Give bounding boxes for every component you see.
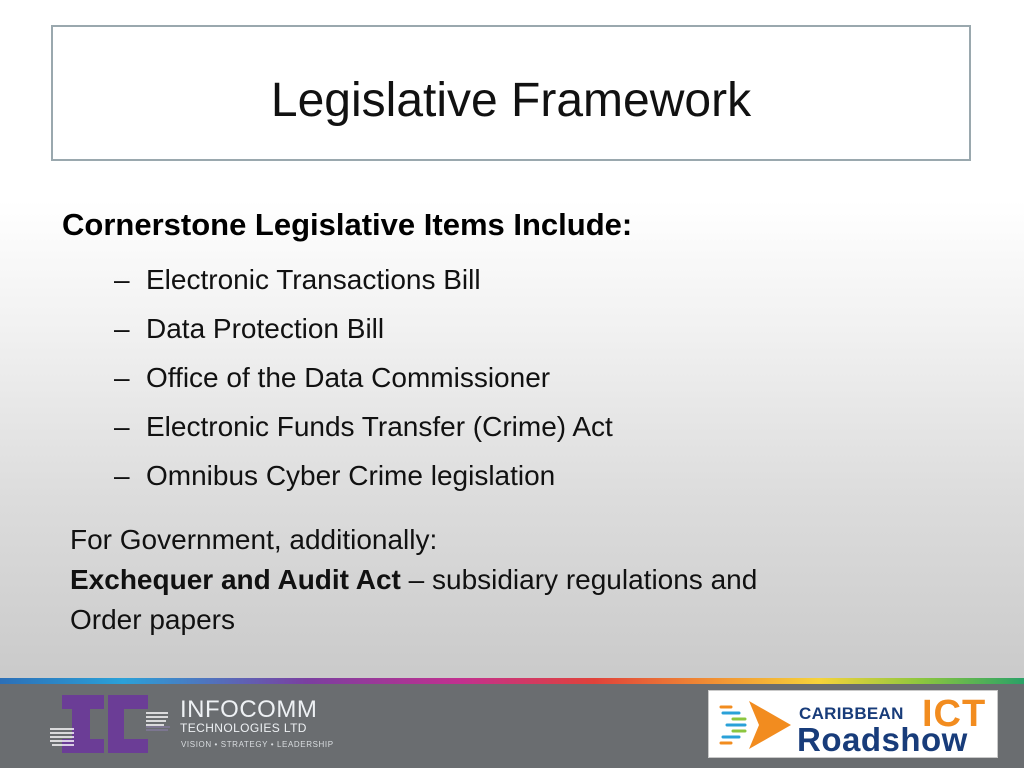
- title-box: [51, 25, 971, 161]
- list-item: – Office of the Data Commissioner: [114, 360, 613, 409]
- infocomm-name: INFOCOMM: [180, 696, 318, 723]
- section-heading: Cornerstone Legislative Items Include:: [62, 207, 633, 242]
- roadshow-name: Roadshow: [797, 721, 968, 758]
- roadshow-logo: [708, 690, 998, 758]
- note-line: For Government, additionally:: [70, 524, 438, 555]
- list-item: – Electronic Funds Transfer (Crime) Act: [114, 409, 613, 458]
- slide-title: Legislative Framework: [270, 74, 752, 127]
- bullet-dash: –: [114, 411, 130, 442]
- infocomm-subtitle: TECHNOLOGIES LTD: [180, 721, 307, 735]
- bullet-dash: –: [114, 264, 130, 295]
- rainbow-stripe: [0, 678, 1024, 684]
- note-line: Exchequer and Audit Act – subsidiary regulations and: [70, 564, 758, 595]
- list-item: – Data Protection Bill: [114, 311, 613, 360]
- note-line: Order papers: [70, 604, 235, 635]
- list-item: – Omnibus Cyber Crime legislation: [114, 458, 613, 507]
- infocomm-tagline: VISION • STRATEGY • LEADERSHIP: [181, 740, 334, 749]
- bullet-dash: –: [114, 313, 130, 344]
- government-note: [70, 520, 757, 640]
- bullet-dash: –: [114, 460, 130, 491]
- roadshow-ict: ICT: [922, 693, 987, 735]
- roadshow-arrow-icon: [719, 699, 797, 751]
- bullet-list: [114, 262, 613, 507]
- bullet-dash: –: [114, 362, 130, 393]
- roadshow-caribbean: CARIBBEAN: [799, 704, 904, 723]
- note-bold: Exchequer and Audit Act: [70, 564, 401, 595]
- list-item: – Electronic Transactions Bill: [114, 262, 613, 311]
